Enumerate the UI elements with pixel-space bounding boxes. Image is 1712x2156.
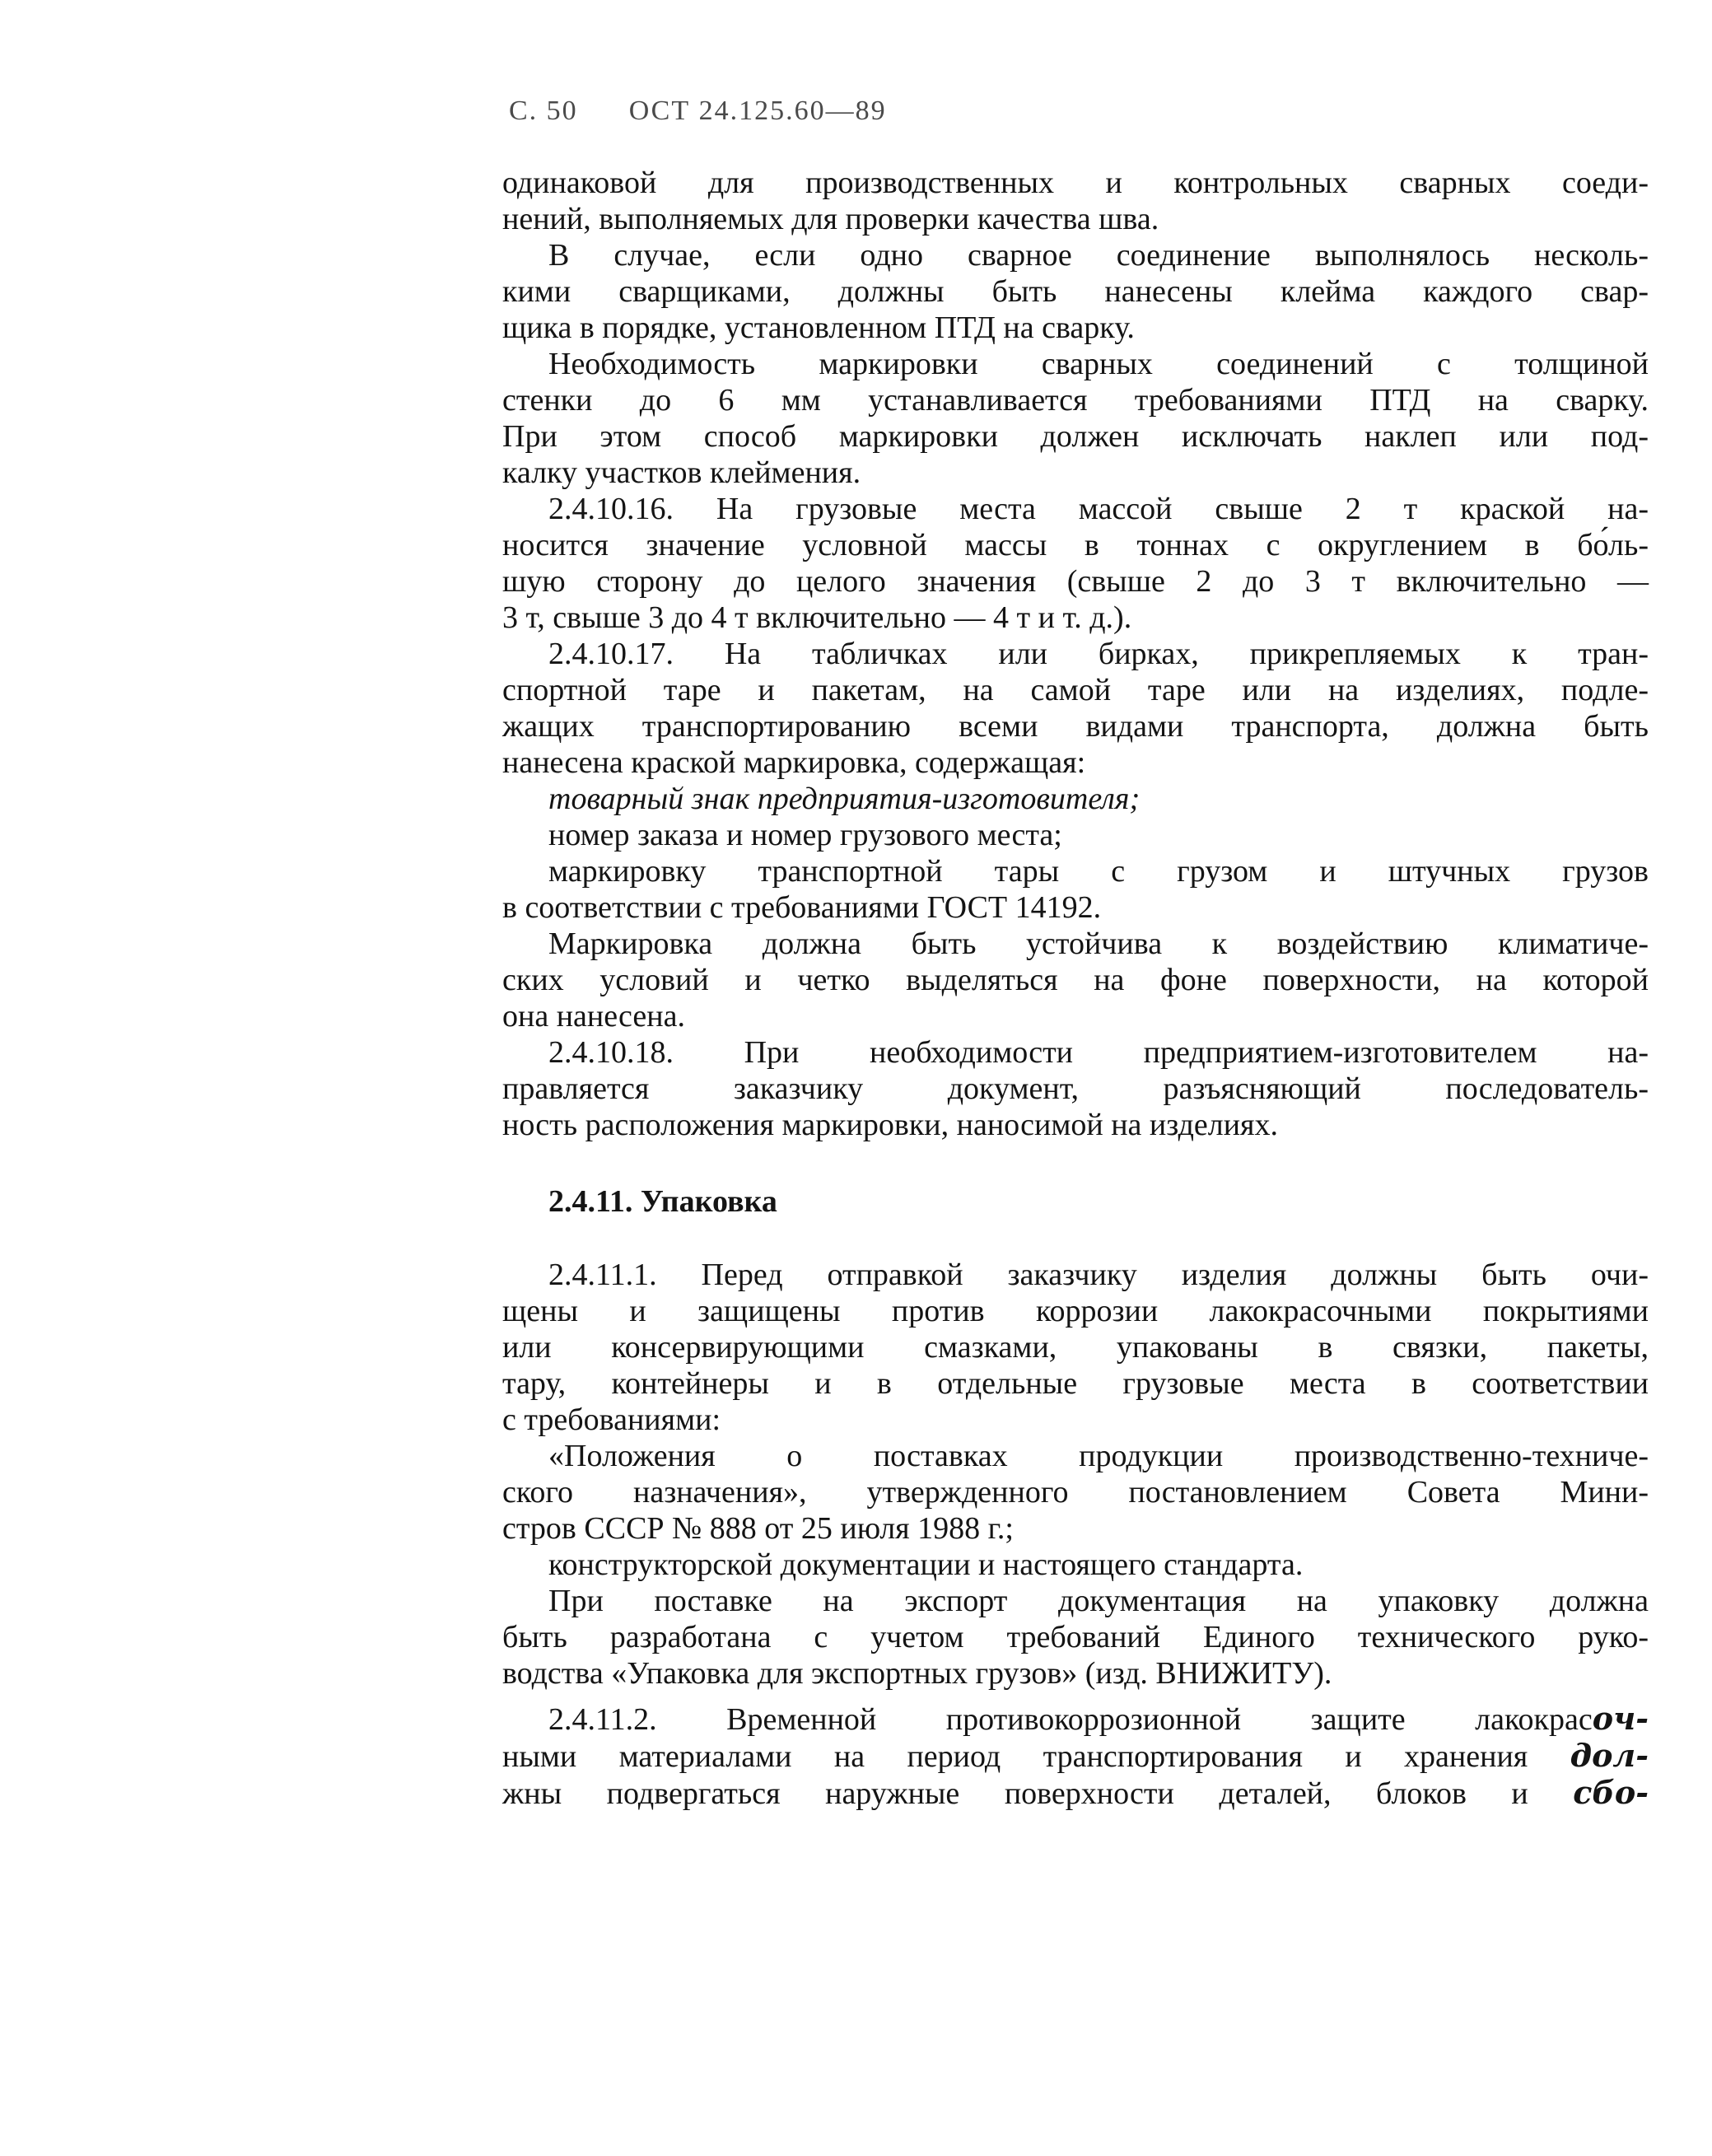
printed-text: номер заказа и номер грузового места;: [548, 818, 1062, 852]
para-trademark-item: [502, 781, 1649, 817]
text-line: [502, 165, 1649, 201]
text-line: [502, 201, 1649, 237]
handwritten-correction: оч-: [1592, 1700, 1649, 1737]
printed-text: Необходимость маркировки сварных соединений с толщиной: [548, 347, 1649, 381]
para-marking-durability: [502, 926, 1649, 1034]
text-line: [502, 998, 1649, 1034]
text-line: [502, 1257, 1649, 1293]
printed-text: с требованиями:: [502, 1402, 721, 1437]
text-line: [502, 1547, 1649, 1583]
para-2-4-10-16: [502, 491, 1649, 636]
text-line: [502, 1775, 1649, 1812]
text-line: [502, 817, 1649, 853]
printed-text: ными материалами на период транспортирования и хранения: [502, 1739, 1570, 1774]
printed-text: ского назначения», утвержденного постановлением Совета Мини-: [502, 1475, 1649, 1510]
text-line: [502, 672, 1649, 708]
standard-number: ОСТ 24.125.60—89: [628, 96, 887, 126]
printed-text: одинаковой для производственных и контрольных сварных соеди-: [502, 166, 1649, 200]
text-line: [502, 1510, 1649, 1547]
text-line: [502, 926, 1649, 962]
text-line: [502, 418, 1649, 455]
para-marking-necessity: [502, 346, 1649, 491]
text-line: [502, 1293, 1649, 1329]
printed-text: 2.4.11.1. Перед отправкой заказчику изделия должны быть очи-: [548, 1258, 1649, 1292]
text-line: [502, 889, 1649, 926]
printed-text: или консервирующими смазками, упакованы в связки, пакеты,: [502, 1330, 1649, 1365]
para-2-4-10-17: [502, 636, 1649, 781]
para-export-packaging: [502, 1583, 1649, 1692]
printed-text: нанесена краской маркировка, содержащая:: [502, 745, 1086, 780]
text-line: [502, 455, 1649, 491]
text-line: [502, 1701, 1649, 1738]
text-line: [502, 1655, 1649, 1692]
printed-text: калку участков клеймения.: [502, 455, 861, 490]
text-line: [502, 781, 1649, 817]
para-2-4-10-18: [502, 1034, 1649, 1143]
text-line: [502, 563, 1649, 600]
printed-text: 2.4.11. Упаковка: [548, 1184, 777, 1219]
printed-text: водства «Упаковка для экспортных грузов» (изд. ВНИЖИТУ).: [502, 1656, 1332, 1691]
printed-text: 2.4.11.2. Временной противокоррозионной защите лакокрас: [548, 1702, 1593, 1737]
text-line: [502, 346, 1649, 382]
printed-text: Маркировка должна быть устойчива к воздействию климатиче-: [548, 926, 1649, 961]
printed-text: 3 т, свыше 3 до 4 т включительно — 4 т и т. д.).: [502, 600, 1132, 635]
printed-text: товарный знак предприятия-изготовителя;: [548, 782, 1141, 816]
printed-text: жны подвергаться наружные поверхности деталей, блоков и: [502, 1776, 1574, 1811]
printed-text: жащих транспортированию всеми видами транспорта, должна быть: [502, 709, 1649, 744]
printed-text: щены и защищены против коррозии лакокрасочными покрытиями: [502, 1294, 1649, 1328]
text-line: [502, 1365, 1649, 1402]
printed-text: ность расположения маркировки, наносимой на изделиях.: [502, 1108, 1279, 1142]
text-line: [502, 527, 1649, 563]
text-line: [502, 1438, 1649, 1474]
printed-text: конструкторской документации и настоящего стандарта.: [548, 1547, 1304, 1582]
para-multiple-welders: [502, 237, 1649, 346]
para-continuation-marking: [502, 165, 1649, 237]
text-line: [502, 636, 1649, 672]
printed-text: она нанесена.: [502, 999, 685, 1034]
printed-text: носится значение условной массы в тоннах с округлением в бо́ль-: [502, 528, 1649, 562]
text-line: [502, 1071, 1649, 1107]
text-line: [502, 237, 1649, 273]
printed-text: в соответствии с требованиями ГОСТ 14192.: [502, 890, 1102, 925]
text-line: [502, 1107, 1649, 1143]
printed-text: маркировку транспортной тары с грузом и штучных грузов: [548, 854, 1649, 889]
text-line: [502, 1402, 1649, 1438]
text-line: [502, 273, 1649, 310]
printed-text: кими сварщиками, должны быть нанесены клейма каждого свар-: [502, 274, 1649, 309]
text-line: [502, 853, 1649, 889]
para-order-number-item: [502, 817, 1649, 853]
para-2-4-11-2: [502, 1701, 1649, 1812]
printed-text: ских условий и четко выделяться на фоне поверхности, на которой: [502, 963, 1649, 997]
printed-text: 2.4.10.16. На грузовые места массой свыше 2 т краской на-: [548, 492, 1649, 526]
para-design-documentation: [502, 1547, 1649, 1583]
text-line: [502, 310, 1649, 346]
printed-text: стров СССР № 888 от 25 июля 1988 г.;: [502, 1511, 1014, 1546]
text-line: [502, 708, 1649, 744]
text-line: [502, 744, 1649, 781]
text-line: [502, 1583, 1649, 1619]
para-2-4-11-1: [502, 1257, 1649, 1438]
document-paragraphs: [502, 165, 1649, 1812]
printed-text: «Положения о поставках продукции производственно-техниче-: [548, 1439, 1649, 1473]
printed-text: правляется заказчику документ, разъясняющий последователь-: [502, 1071, 1649, 1106]
text-line: [502, 1034, 1649, 1071]
printed-text: стенки до 6 мм устанавливается требованиями ПТД на сварку.: [502, 383, 1649, 418]
text-line: [502, 1329, 1649, 1365]
text-line: [502, 600, 1649, 636]
text-line: [502, 491, 1649, 527]
text-line: [502, 1619, 1649, 1655]
printed-text: 2.4.10.17. На табличках или бирках, прикрепляемых к тран-: [548, 637, 1649, 671]
printed-text: В случае, если одно сварное соединение выполнялось несколь-: [548, 238, 1649, 273]
printed-text: При поставке на экспорт документация на упаковку должна: [548, 1584, 1649, 1618]
text-line: [502, 1183, 1649, 1220]
para-transport-marking-item: [502, 853, 1649, 926]
printed-text: При этом способ маркировки должен исключать наклеп или под-: [502, 419, 1649, 454]
text-line: [502, 382, 1649, 418]
handwritten-correction: сбо-: [1573, 1774, 1649, 1811]
page-number: С. 50: [509, 96, 578, 126]
page-header: [509, 96, 887, 127]
printed-text: шую сторону до целого значения (свыше 2 до 3 т включительно —: [502, 564, 1649, 599]
handwritten-correction: дол-: [1570, 1737, 1649, 1774]
text-line: [502, 1738, 1649, 1775]
printed-text: быть разработана с учетом требований Единого технического руко-: [502, 1620, 1649, 1654]
para-supply-regulations: [502, 1438, 1649, 1547]
heading-2-4-11-packaging: [502, 1183, 1649, 1220]
text-line: [502, 1474, 1649, 1510]
text-line: [502, 962, 1649, 998]
printed-text: спортной таре и пакетам, на самой таре или на изделиях, подле-: [502, 673, 1649, 707]
printed-text: щика в порядке, установленном ПТД на сварку.: [502, 310, 1135, 345]
printed-text: тару, контейнеры и в отдельные грузовые места в соответствии: [502, 1366, 1649, 1401]
printed-text: нений, выполняемых для проверки качества шва.: [502, 202, 1159, 236]
printed-text: 2.4.10.18. При необходимости предприятием-изготовителем на-: [548, 1035, 1649, 1070]
